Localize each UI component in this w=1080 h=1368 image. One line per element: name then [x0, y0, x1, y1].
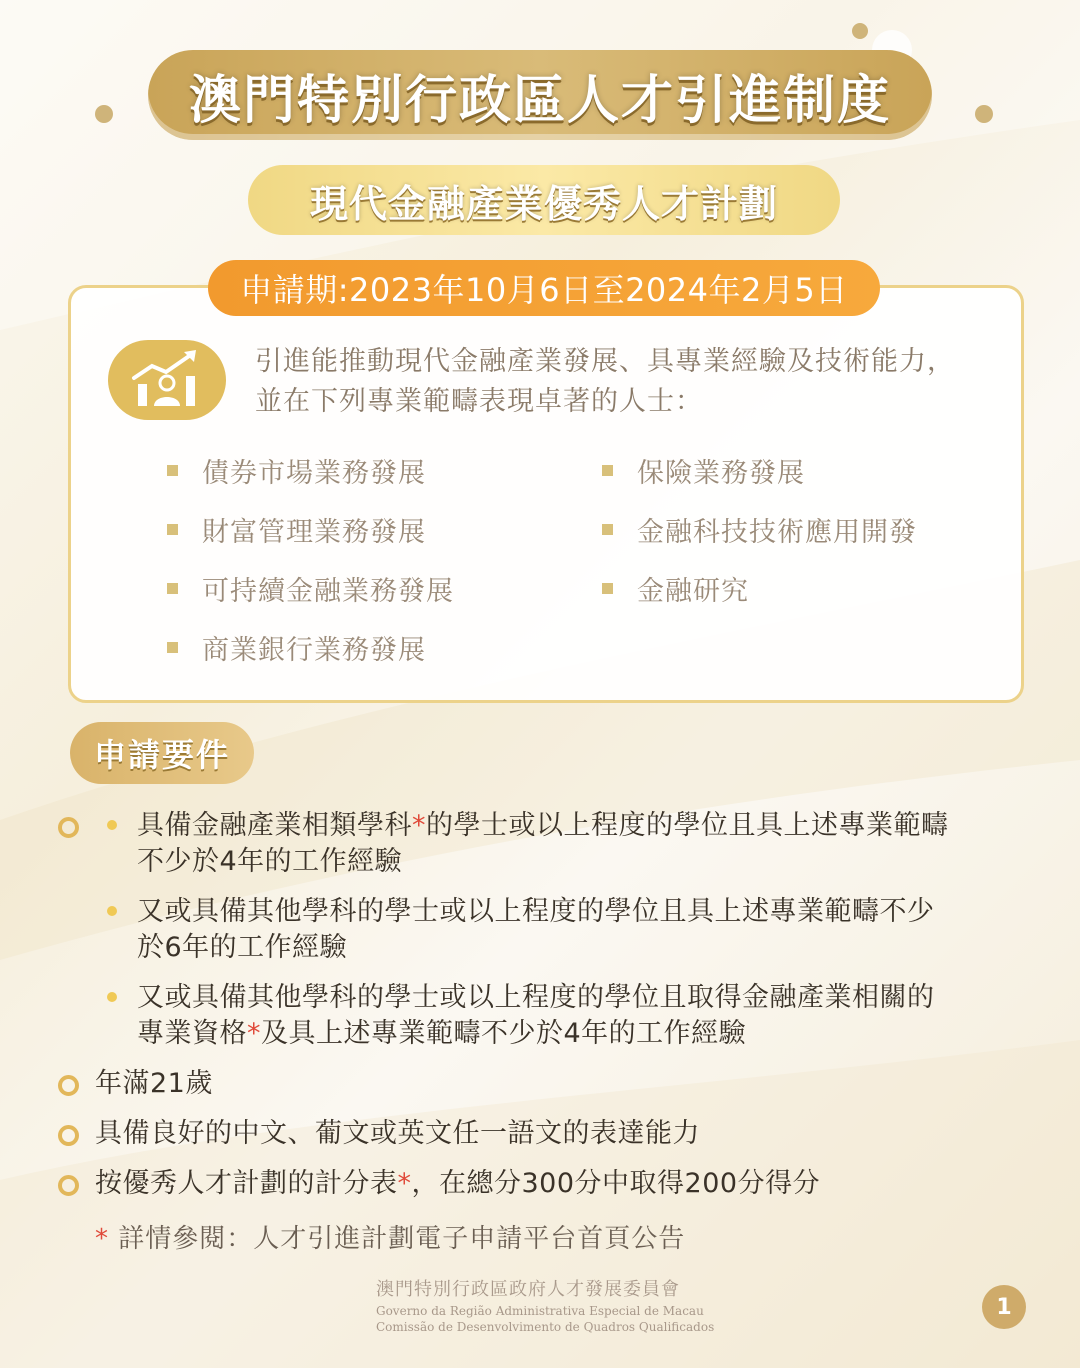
footer-organization-pt: Comissão de Desenvolvimento de Quadros Qualificados — [376, 1320, 715, 1334]
field-label: 金融科技技術應用開發 — [637, 516, 917, 548]
intro-text — [255, 342, 1015, 422]
field-label: 債券市場業務發展 — [202, 457, 426, 489]
decor-dot — [975, 105, 993, 123]
requirements-heading-badge — [70, 722, 254, 784]
dot-bullet-icon — [107, 820, 117, 830]
requirement-sub-item: 具備金融產業相類學科*的學士或以上程度的學位且具上述專業範疇 不少於4年的工作經驗 — [137, 810, 949, 877]
asterisk: * — [95, 1224, 109, 1254]
dot-bullet-icon — [107, 906, 117, 916]
bullet-square — [602, 524, 613, 535]
footnote-text: 詳情參閱：人才引進計劃電子申請平台首頁公告 — [118, 1224, 686, 1254]
field-label: 財富管理業務發展 — [202, 516, 426, 548]
requirement-sub-item: 又或具備其他學科的學士或以上程度的學位且取得金融產業相關的 專業資格*及具上述專業範疇不少於4年的工作經驗 — [137, 982, 935, 1049]
field-item — [167, 629, 426, 665]
field-label: 保險業務發展 — [637, 457, 805, 489]
requirement-sub-item: 又或具備其他學科的學士或以上程度的學位且具上述專業範疇不少 於6年的工作經驗 — [137, 896, 935, 963]
growth-chart-person-icon — [108, 340, 226, 420]
dot-bullet-icon — [107, 992, 117, 1002]
requirement-item: 按優秀人才計劃的計分表*，在總分300分中取得200分得分 — [95, 1168, 821, 1199]
field-item — [167, 452, 426, 488]
main-title: 澳門特別行政區人才引進制度 — [188, 70, 891, 131]
bullet-square — [167, 524, 178, 535]
application-period: 申請期:2023年10月6日至2024年2月5日 — [240, 271, 848, 309]
asterisk: * — [412, 810, 426, 841]
asterisk: * — [247, 1018, 261, 1049]
bullet-square — [602, 465, 613, 476]
bullet-square — [602, 583, 613, 594]
footer-organization-zh: 澳門特別行政區政府人才發展委員會 — [376, 1279, 680, 1300]
bullet-square — [167, 642, 178, 653]
main-title-banner — [148, 50, 932, 140]
field-item — [602, 511, 917, 547]
ring-bullet-icon — [58, 1075, 79, 1096]
asterisk: * — [397, 1168, 412, 1199]
requirements-heading: 申請要件 — [93, 736, 230, 774]
field-item — [167, 511, 426, 547]
intro-line: 引進能推動現代金融產業發展、具專業經驗及技術能力， — [255, 346, 955, 377]
field-item — [602, 570, 749, 606]
intro-line: 並在下列專業範疇表現卓著的人士： — [255, 386, 703, 417]
field-item — [602, 452, 805, 488]
decor-dot — [95, 105, 113, 123]
field-item — [167, 570, 454, 606]
application-period-badge — [208, 260, 880, 316]
requirement-item: 年滿21歲 — [95, 1068, 213, 1099]
bullet-square — [167, 583, 178, 594]
ring-bullet-icon — [58, 1125, 79, 1146]
footnote — [95, 1218, 685, 1255]
decor-dot — [852, 23, 868, 39]
footer-organization-pt: Governo da Região Administrativa Especial de Macau — [376, 1304, 704, 1318]
subtitle-banner — [248, 165, 840, 235]
field-label: 商業銀行業務發展 — [202, 634, 426, 666]
ring-bullet-icon — [58, 817, 79, 838]
bullet-square — [167, 465, 178, 476]
requirement-item: 具備良好的中文、葡文或英文任一語文的表達能力 — [95, 1118, 700, 1149]
subtitle: 現代金融產業優秀人才計劃 — [309, 181, 778, 226]
field-label: 可持續金融業務發展 — [202, 575, 454, 607]
ring-bullet-icon — [58, 1175, 79, 1196]
page-number: 1 — [982, 1285, 1026, 1329]
field-label: 金融研究 — [637, 575, 749, 607]
